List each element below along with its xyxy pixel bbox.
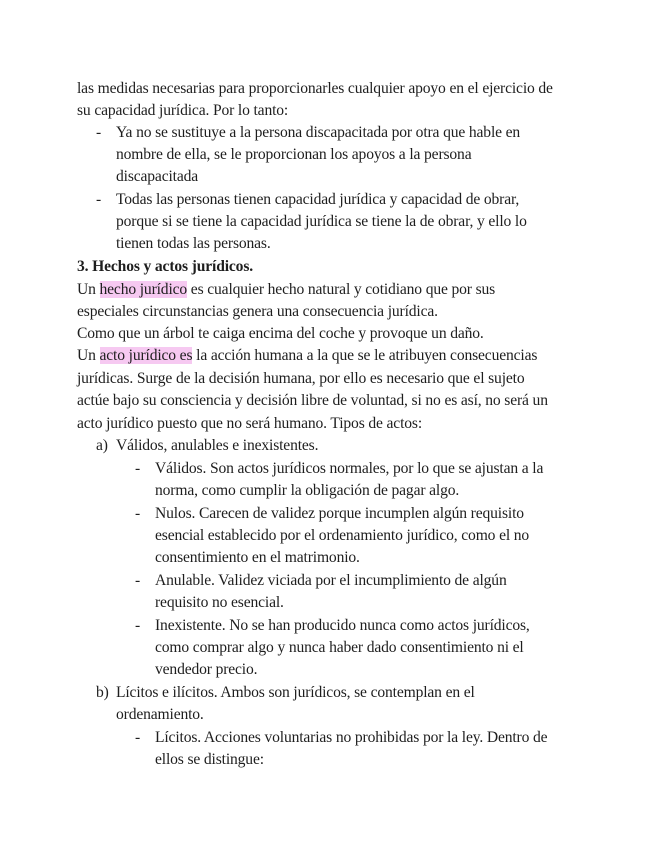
type-b-line-2: ordenamiento. xyxy=(116,706,204,723)
bullet-2-line-3: tienen todas las personas. xyxy=(116,235,271,252)
highlight-acto-juridico: acto jurídico es xyxy=(99,347,193,364)
validos-line-2: norma, como cumplir la obligación de pagar algo. xyxy=(155,482,460,499)
bullet-dash: - xyxy=(96,124,102,141)
inexistente-line-2: como comprar algo y nunca haber dado consentimiento ni el xyxy=(155,639,524,656)
bullet-2-line-1: Todas las personas tienen capacidad jurídica y capacidad de obrar, xyxy=(116,191,520,208)
hecho-line-2: especiales circunstancias genera una consecuencia jurídica. xyxy=(77,303,438,320)
nulos-line-1: Nulos. Carecen de validez porque incumplen algún requisito xyxy=(155,505,524,522)
hecho-example: Como que un árbol te caiga encima del coche y provoque un daño. xyxy=(77,325,484,342)
list-marker-b: b) xyxy=(96,684,109,701)
type-b-line-1: Lícitos e ilícitos. Ambos son jurídicos, se contemplan en el xyxy=(116,684,475,701)
acto-line-2: jurídicas. Surge de la decisión humana, por ello es necesario que el sujeto xyxy=(77,370,525,387)
bullet-1-line-2: nombre de ella, se le proporcionan los apoyos a la persona xyxy=(116,146,472,163)
acto-line-4: acto jurídico puesto que no será humano. Tipos de actos: xyxy=(77,415,423,432)
list-marker-a: a) xyxy=(96,437,108,454)
bullet-dash: - xyxy=(135,460,141,477)
bullet-1-line-1: Ya no se sustituye a la persona discapacitada por otra que hable en xyxy=(116,124,521,141)
nulos-line-3: consentimiento en el matrimonio. xyxy=(155,549,360,566)
acto-line-3: actúe bajo su consciencia y decisión libre de voluntad, si no es así, no será un xyxy=(77,392,548,409)
anulable-line-2: requisito no esencial. xyxy=(155,594,284,611)
highlight-hecho-juridico: hecho jurídico xyxy=(99,281,188,298)
intro-line-1: las medidas necesarias para proporcionarles cualquier apoyo en el ejercicio de xyxy=(77,80,553,97)
bullet-dash: - xyxy=(135,505,141,522)
licitos-line-1: Lícitos. Acciones voluntarias no prohibidas por la ley. Dentro de xyxy=(155,729,548,746)
acto-line-1: Un acto jurídico es la acción humana a la que se le atribuyen consecuencias xyxy=(77,347,538,364)
bullet-dash: - xyxy=(135,572,141,589)
intro-line-2: su capacidad jurídica. Por lo tanto: xyxy=(77,102,289,119)
bullet-dash: - xyxy=(135,729,141,746)
bullet-1-line-3: discapacitada xyxy=(116,168,199,185)
licitos-line-2: ellos se distingue: xyxy=(155,751,264,768)
bullet-dash: - xyxy=(135,617,141,634)
section-heading: 3. Hechos y actos jurídicos. xyxy=(77,258,253,275)
hecho-line-1: Un hecho jurídico es cualquier hecho natural y cotidiano que por sus xyxy=(77,281,496,298)
validos-line-1: Válidos. Son actos jurídicos normales, por lo que se ajustan a la xyxy=(155,460,544,477)
inexistente-line-3: vendedor precio. xyxy=(155,661,258,678)
bullet-2-line-2: porque si se tiene la capacidad jurídica se tiene la de obrar, y ello lo xyxy=(116,213,527,230)
bullet-dash: - xyxy=(96,191,102,208)
anulable-line-1: Anulable. Validez viciada por el incumplimiento de algún xyxy=(155,572,507,589)
nulos-line-2: esencial establecido por el ordenamiento jurídico, como el no xyxy=(155,527,530,544)
inexistente-line-1: Inexistente. No se han producido nunca como actos jurídicos, xyxy=(155,617,530,634)
type-a-label: Válidos, anulables e inexistentes. xyxy=(116,437,319,454)
